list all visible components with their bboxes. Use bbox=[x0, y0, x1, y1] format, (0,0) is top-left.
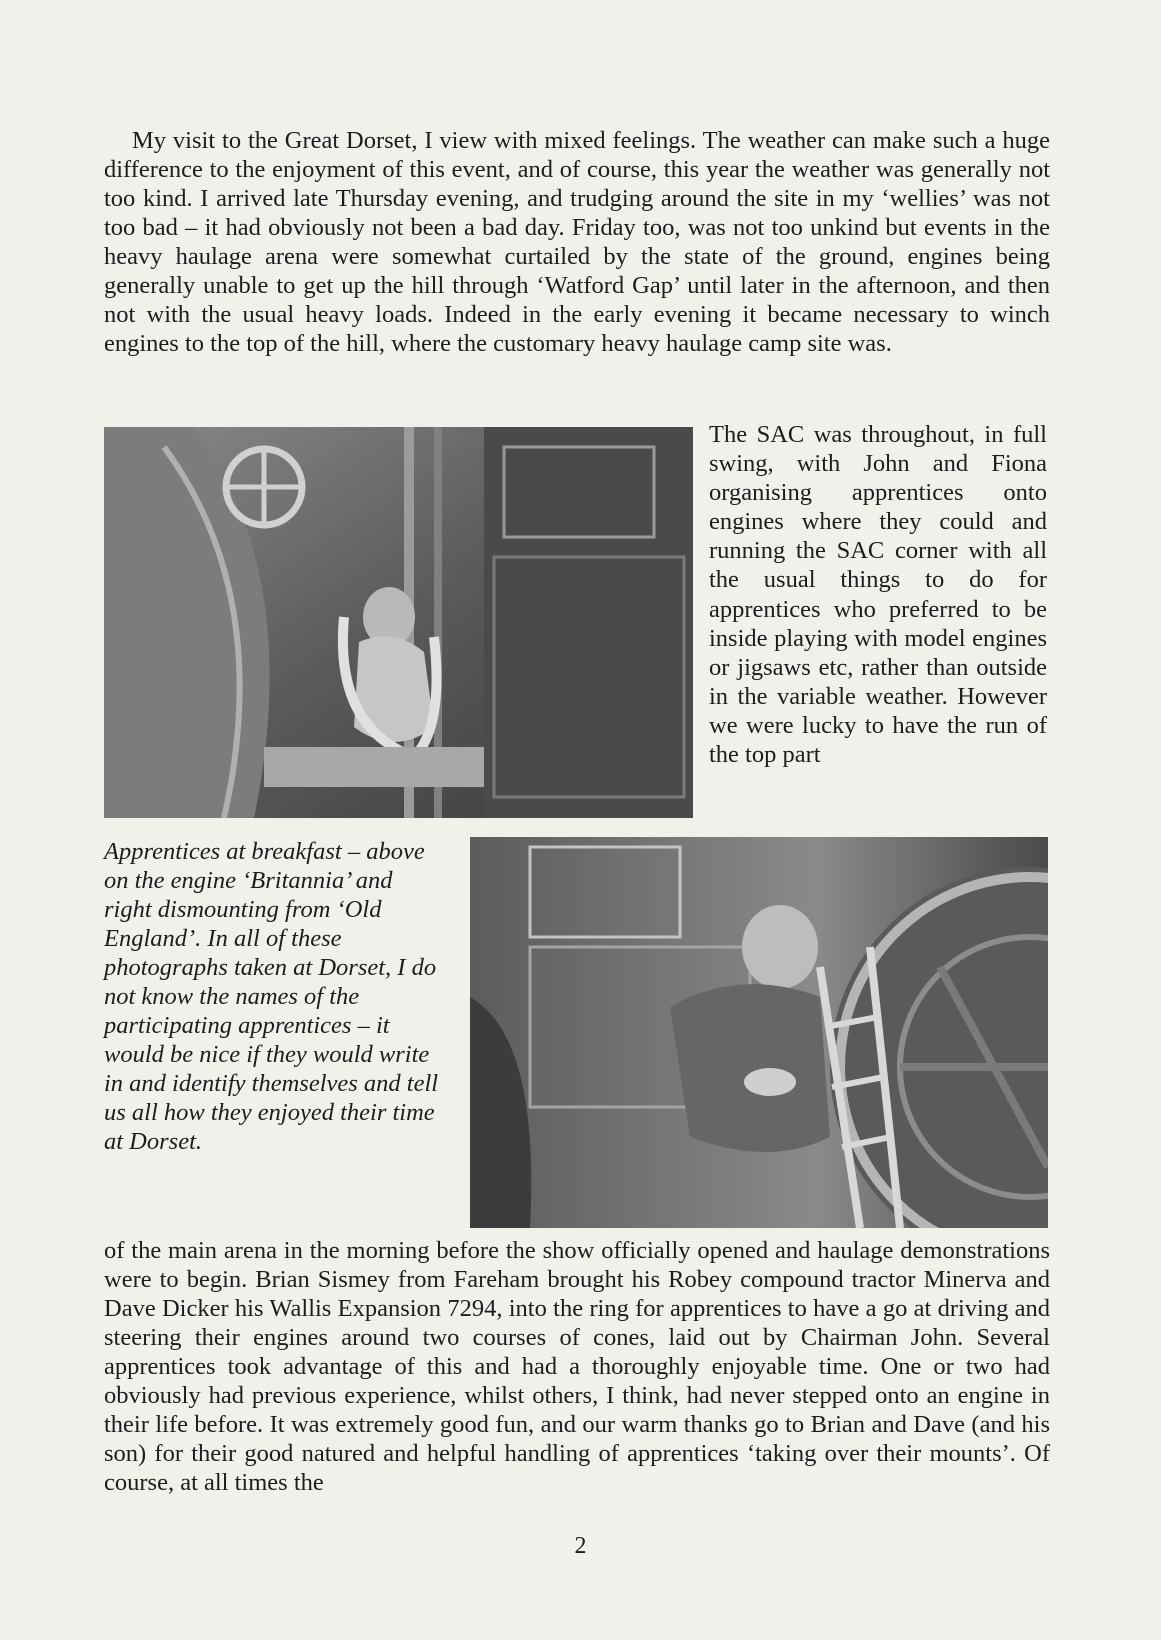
body-paragraph-3: of the main arena in the morning before the show officially opened and haulage demonstrations were to begin. Brian Sismey from Fareham brought his Robey compound tractor Minerva and Dave Dicker his Wallis Expansion 7294, into the ring for apprentices to have a go at driving and steering their engines around two courses of cones, laid out by Chairman John. Several apprentices took advantage of this and had a thoroughly enjoyable time. One or two had obviously had previous experience, whilst others, I think, had never stepped onto an engine in their life before. It was extremely good fun, and our warm thanks go to Brian and Dave (and his son) for their good natured and helpful handling of apprentices ‘taking over their mounts’. Of course, at all times the bbox=[104, 1237, 1050, 1496]
body-paragraph-1: My visit to the Great Dorset, I view with mixed feelings. The weather can make such a huge difference to the enjoyment of this event, and of course, this year the weather was generally not too kind. I arrived late Thursday evening, and trudging around the site in my ‘wellies’ was not too bad – it had obviously not been a bad day. Friday too, was not too unkind but events in the heavy haulage arena were somewhat curtailed by the state of the ground, engines being generally unable to get up the hill through ‘Watford Gap’ until later in the afternoon, and then not with the usual heavy loads. Indeed in the early evening it became necessary to winch engines to the top of the hill, where the customary heavy haulage camp site was. bbox=[104, 127, 1050, 357]
photo-apprentice-dismounting-old-england bbox=[470, 837, 1048, 1228]
photo-apprentice-on-britannia bbox=[104, 427, 693, 818]
body-paragraph-2: The SAC was throughout, in full swing, with John and Fiona organising apprentices onto engines where they could and running the SAC corner with all the usual things to do for apprentices who preferred to be inside playing with model engines or jigsaws etc, rather than outside in the variable weather. However we were lucky to have the run of the top part bbox=[709, 421, 1047, 769]
photo-caption: Apprentices at breakfast – above on the engine ‘Britannia’ and right dismounting from ‘Old England’. In all of these photographs taken at Dorset, I do not know the names of the participating apprentices – it would be nice if they would write in and identify themselves and tell us all how they enjoyed their time at Dorset. bbox=[104, 838, 439, 1155]
photo-apprentice-on-britannia-image bbox=[104, 427, 693, 818]
page-number: 2 bbox=[574, 1533, 587, 1559]
photo-apprentice-dismounting-old-england-image bbox=[470, 837, 1048, 1228]
